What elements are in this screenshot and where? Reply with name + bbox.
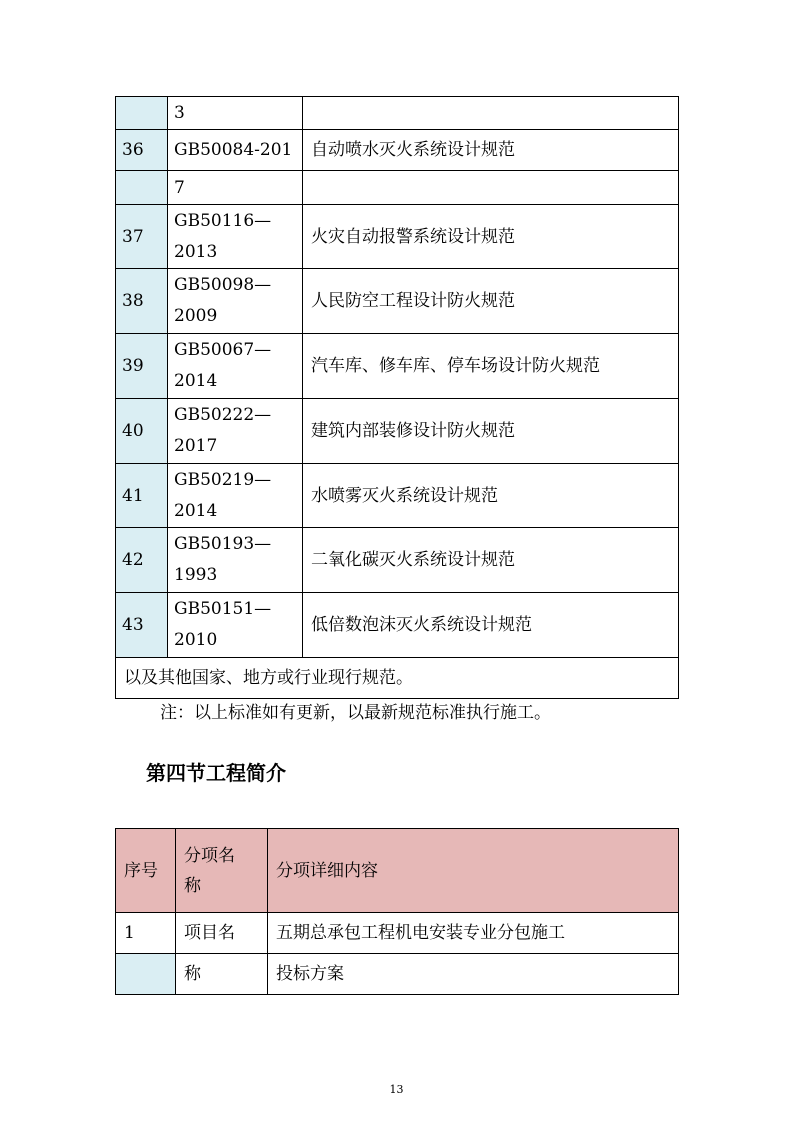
header-item xyxy=(176,829,268,913)
name-cell: 汽车库、修车库、停车场设计防火规范 xyxy=(303,334,679,399)
index-cell: 42 xyxy=(116,528,168,593)
section-heading: 第四节工程简介 xyxy=(146,761,286,785)
code-line-2: 2010 xyxy=(174,630,218,650)
note-text: 注：以上标准如有更新，以最新规范标准执行施工。 xyxy=(160,703,551,723)
footer-cell: 以及其他国家、地方或行业现行规范。 xyxy=(116,658,679,699)
name-cell: 自动喷水灭火系统设计规范 xyxy=(303,130,679,171)
code-line-2: 2009 xyxy=(174,306,218,326)
header-item-line-1: 分项名 xyxy=(184,845,235,866)
name-cell xyxy=(303,97,679,130)
index-cell xyxy=(116,171,168,205)
code-cell: 7 xyxy=(168,171,303,205)
table-row xyxy=(116,130,679,171)
code-cell: 3 xyxy=(168,97,303,130)
name-cell: 火灾自动报警系统设计规范 xyxy=(303,205,679,269)
overview-table xyxy=(115,828,679,995)
page-number: 13 xyxy=(389,1083,404,1096)
name-cell: 人民防空工程设计防火规范 xyxy=(303,269,679,334)
index-cell xyxy=(116,954,176,995)
table-footer-row xyxy=(116,658,679,699)
code-line-2: 2014 xyxy=(174,371,218,391)
table-row xyxy=(116,464,679,528)
name-cell: 二氧化碳灭火系统设计规范 xyxy=(303,528,679,593)
index-cell: 41 xyxy=(116,464,168,528)
standards-table xyxy=(115,96,679,699)
code-line-2: 2014 xyxy=(174,500,218,521)
index-cell: 38 xyxy=(116,269,168,334)
index-cell: 40 xyxy=(116,399,168,464)
table-row xyxy=(116,528,679,593)
code-line-1: GB50098— xyxy=(174,275,272,295)
index-cell: 1 xyxy=(116,913,176,954)
table-row xyxy=(116,593,679,658)
header-index: 序号 xyxy=(116,829,176,913)
table-row xyxy=(116,97,679,130)
table-row xyxy=(116,399,679,464)
detail-cell: 五期总承包工程机电安装专业分包施工 xyxy=(268,913,679,954)
table-row xyxy=(116,334,679,399)
name-cell: 建筑内部装修设计防火规范 xyxy=(303,399,679,464)
header-detail: 分项详细内容 xyxy=(268,829,679,913)
table-row xyxy=(116,954,679,995)
table-row xyxy=(116,913,679,954)
name-cell: 低倍数泡沫灭火系统设计规范 xyxy=(303,593,679,658)
item-cell: 称 xyxy=(176,954,268,995)
name-cell xyxy=(303,171,679,205)
code-cell xyxy=(168,399,303,464)
code-line-2: 2017 xyxy=(174,436,218,456)
table-row xyxy=(116,205,679,269)
code-line-1: GB50151— xyxy=(174,599,272,619)
code-line-1: GB50219— xyxy=(174,469,272,490)
code-line-1: GB50116— xyxy=(174,210,272,231)
header-row xyxy=(116,829,679,913)
code-cell xyxy=(168,334,303,399)
code-line-1: GB50222— xyxy=(174,405,272,425)
code-cell xyxy=(168,205,303,269)
code-cell xyxy=(168,593,303,658)
index-cell: 39 xyxy=(116,334,168,399)
table-row xyxy=(116,171,679,205)
code-cell xyxy=(168,269,303,334)
detail-cell: 投标方案 xyxy=(268,954,679,995)
code-cell xyxy=(168,528,303,593)
code-line-2: 2013 xyxy=(174,241,218,262)
table-row xyxy=(116,269,679,334)
index-cell xyxy=(116,97,168,130)
name-cell: 水喷雾灭火系统设计规范 xyxy=(303,464,679,528)
code-line-1: GB50067— xyxy=(174,340,272,360)
code-line-1: GB50193— xyxy=(174,534,272,554)
code-cell: GB50084-201 xyxy=(168,130,303,171)
index-cell: 37 xyxy=(116,205,168,269)
index-cell: 43 xyxy=(116,593,168,658)
item-cell: 项目名 xyxy=(176,913,268,954)
index-cell: 36 xyxy=(116,130,168,171)
code-line-2: 1993 xyxy=(174,565,218,585)
code-cell xyxy=(168,464,303,528)
header-item-line-2: 称 xyxy=(184,875,201,896)
